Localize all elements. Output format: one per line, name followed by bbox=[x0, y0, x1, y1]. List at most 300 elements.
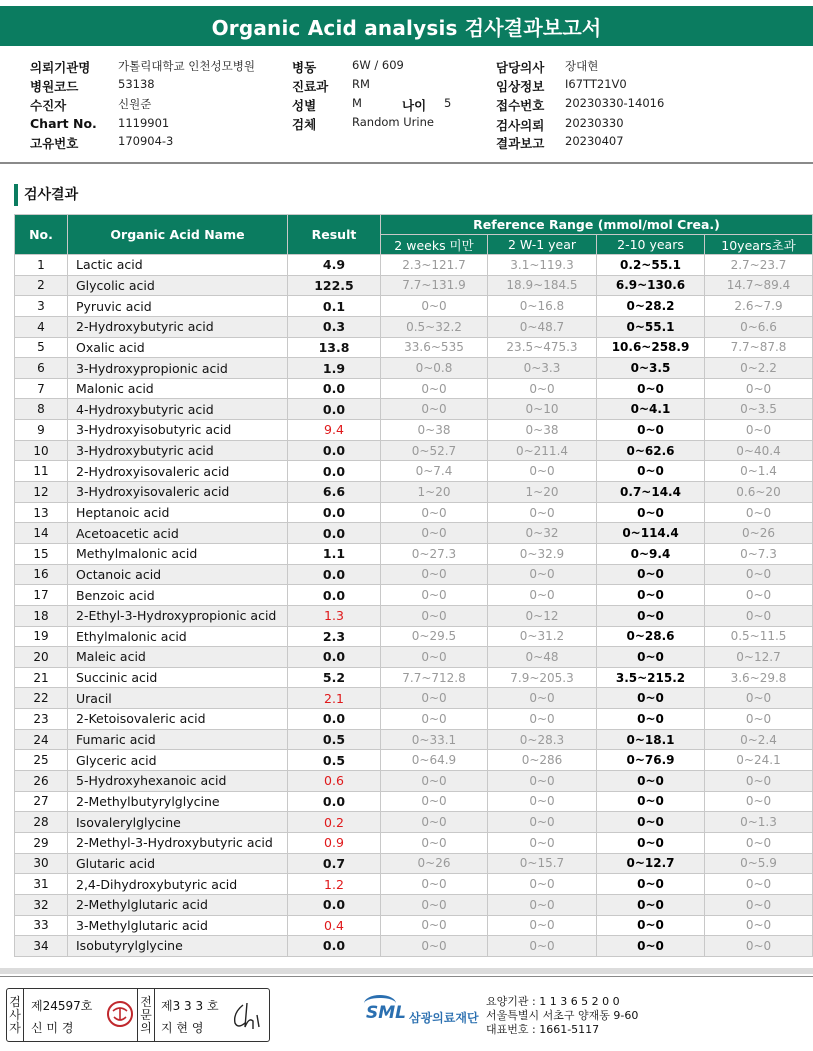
col-header-range-10y-plus: 10years초과 bbox=[705, 235, 813, 255]
table-row bbox=[15, 564, 813, 585]
range-2w-1y: 0~0 bbox=[488, 585, 597, 606]
range-2w-1y: 0~0 bbox=[488, 461, 597, 482]
range-2w-1y: 0~31.2 bbox=[488, 626, 597, 647]
range-2weeks: 0~7.4 bbox=[381, 461, 488, 482]
table-row bbox=[15, 791, 813, 812]
range-2w-1y: 0~0 bbox=[488, 791, 597, 812]
table-row bbox=[15, 482, 813, 503]
table-row bbox=[15, 420, 813, 441]
acid-name: Uracil bbox=[68, 688, 288, 709]
range-2-10y: 0.7~14.4 bbox=[597, 482, 705, 503]
range-2weeks: 0~29.5 bbox=[381, 626, 488, 647]
specialist-signature-icon bbox=[229, 999, 265, 1033]
range-2-10y: 0~0 bbox=[597, 874, 705, 895]
range-2w-1y: 0~12 bbox=[488, 605, 597, 626]
range-2weeks: 0~0 bbox=[381, 523, 488, 544]
range-2weeks: 0~0 bbox=[381, 791, 488, 812]
range-2w-1y: 0~28.3 bbox=[488, 729, 597, 750]
range-2weeks: 0~0.8 bbox=[381, 358, 488, 379]
range-10y-plus: 2.7~23.7 bbox=[705, 255, 813, 276]
result-value: 0.9 bbox=[288, 832, 381, 853]
row-no: 32 bbox=[15, 894, 68, 915]
acid-name: Heptanoic acid bbox=[68, 502, 288, 523]
acid-name: Methylmalonic acid bbox=[68, 543, 288, 564]
row-no: 13 bbox=[15, 502, 68, 523]
range-2weeks: 0~0 bbox=[381, 502, 488, 523]
row-no: 18 bbox=[15, 605, 68, 626]
range-2-10y: 0~55.1 bbox=[597, 316, 705, 337]
clinical-value: I67TT21V0 bbox=[565, 77, 627, 91]
range-2w-1y: 0~32 bbox=[488, 523, 597, 544]
care-number: 요양기관 : 1 1 3 6 5 2 0 0 bbox=[486, 995, 620, 1008]
acid-name: 4-Hydroxybutyric acid bbox=[68, 399, 288, 420]
acid-name: Glycolic acid bbox=[68, 275, 288, 296]
org-name: 삼광의료재단 bbox=[409, 1011, 479, 1025]
result-value: 13.8 bbox=[288, 337, 381, 358]
row-no: 20 bbox=[15, 647, 68, 668]
result-value: 9.4 bbox=[288, 420, 381, 441]
range-2weeks: 2.3~121.7 bbox=[381, 255, 488, 276]
report-title: Organic Acid analysis 검사결과보고서 bbox=[0, 6, 813, 46]
range-2w-1y: 0~10 bbox=[488, 399, 597, 420]
acid-name: Glyceric acid bbox=[68, 750, 288, 771]
row-no: 22 bbox=[15, 688, 68, 709]
signature-box bbox=[6, 988, 270, 1042]
range-10y-plus: 0~6.6 bbox=[705, 316, 813, 337]
table-row bbox=[15, 812, 813, 833]
age-label: 나이 bbox=[402, 98, 427, 113]
row-no: 5 bbox=[15, 337, 68, 358]
acid-name: Pyruvic acid bbox=[68, 296, 288, 317]
range-2w-1y: 0~38 bbox=[488, 420, 597, 441]
acid-name: 2-Hydroxyisovaleric acid bbox=[68, 461, 288, 482]
range-2-10y: 0~0 bbox=[597, 647, 705, 668]
acid-name: 3-Methylglutaric acid bbox=[68, 915, 288, 936]
range-10y-plus: 0~0 bbox=[705, 894, 813, 915]
table-row bbox=[15, 915, 813, 936]
acid-name: Isovalerylglycine bbox=[68, 812, 288, 833]
examiner-label: 검 사 자 bbox=[7, 989, 24, 1041]
doctor-label: 담당의사 bbox=[496, 60, 545, 75]
table-row bbox=[15, 337, 813, 358]
range-2weeks: 0~0 bbox=[381, 874, 488, 895]
table-row bbox=[15, 771, 813, 792]
range-2weeks: 0~52.7 bbox=[381, 440, 488, 461]
org-contact bbox=[486, 995, 638, 1037]
range-10y-plus: 0~1.4 bbox=[705, 461, 813, 482]
range-10y-plus: 0~0 bbox=[705, 874, 813, 895]
range-2-10y: 0~12.7 bbox=[597, 853, 705, 874]
col-header-result: Result bbox=[288, 215, 381, 255]
range-2-10y: 0~0 bbox=[597, 915, 705, 936]
range-2w-1y: 0~48 bbox=[488, 647, 597, 668]
range-2weeks: 0~0 bbox=[381, 812, 488, 833]
acid-name: Ethylmalonic acid bbox=[68, 626, 288, 647]
table-row bbox=[15, 626, 813, 647]
result-value: 1.1 bbox=[288, 543, 381, 564]
range-2-10y: 0~4.1 bbox=[597, 399, 705, 420]
range-2-10y: 0~62.6 bbox=[597, 440, 705, 461]
table-row bbox=[15, 750, 813, 771]
footer-band bbox=[0, 968, 813, 974]
row-no: 23 bbox=[15, 709, 68, 730]
range-2-10y: 6.9~130.6 bbox=[597, 275, 705, 296]
result-value: 0.0 bbox=[288, 936, 381, 957]
acid-name: Benzoic acid bbox=[68, 585, 288, 606]
range-2w-1y: 0~3.3 bbox=[488, 358, 597, 379]
range-10y-plus: 0~0 bbox=[705, 420, 813, 441]
table-row bbox=[15, 502, 813, 523]
result-value: 1.9 bbox=[288, 358, 381, 379]
row-no: 17 bbox=[15, 585, 68, 606]
patient-info bbox=[0, 52, 813, 152]
range-2w-1y: 0~0 bbox=[488, 832, 597, 853]
range-2w-1y: 1~20 bbox=[488, 482, 597, 503]
row-no: 1 bbox=[15, 255, 68, 276]
col-header-name: Organic Acid Name bbox=[68, 215, 288, 255]
range-10y-plus: 0.6~20 bbox=[705, 482, 813, 503]
range-2-10y: 0~0 bbox=[597, 936, 705, 957]
range-10y-plus: 2.6~7.9 bbox=[705, 296, 813, 317]
range-2w-1y: 0~0 bbox=[488, 812, 597, 833]
acid-name: 5-Hydroxyhexanoic acid bbox=[68, 771, 288, 792]
range-2weeks: 0~0 bbox=[381, 296, 488, 317]
range-2-10y: 0~28.2 bbox=[597, 296, 705, 317]
row-no: 33 bbox=[15, 915, 68, 936]
acid-name: 3-Hydroxypropionic acid bbox=[68, 358, 288, 379]
result-value: 1.3 bbox=[288, 605, 381, 626]
range-10y-plus: 0~0 bbox=[705, 915, 813, 936]
specialist-license: 제3 3 3 호 bbox=[161, 999, 219, 1013]
range-2weeks: 0~27.3 bbox=[381, 543, 488, 564]
row-no: 3 bbox=[15, 296, 68, 317]
acid-name: 2-Methylbutyrylglycine bbox=[68, 791, 288, 812]
table-row bbox=[15, 523, 813, 544]
range-2weeks: 0~0 bbox=[381, 832, 488, 853]
range-2weeks: 0~33.1 bbox=[381, 729, 488, 750]
specimen-label: 검체 bbox=[292, 117, 317, 132]
range-2-10y: 0~9.4 bbox=[597, 543, 705, 564]
acid-name: Glutaric acid bbox=[68, 853, 288, 874]
row-no: 25 bbox=[15, 750, 68, 771]
acid-name: Octanoic acid bbox=[68, 564, 288, 585]
range-2weeks: 0~0 bbox=[381, 688, 488, 709]
range-2-10y: 0~0 bbox=[597, 709, 705, 730]
ward-label: 병동 bbox=[292, 60, 317, 75]
range-2w-1y: 0~286 bbox=[488, 750, 597, 771]
row-no: 16 bbox=[15, 564, 68, 585]
range-2weeks: 0~0 bbox=[381, 605, 488, 626]
table-row bbox=[15, 585, 813, 606]
age-value: 5 bbox=[444, 96, 452, 110]
range-2-10y: 10.6~258.9 bbox=[597, 337, 705, 358]
range-2w-1y: 0~48.7 bbox=[488, 316, 597, 337]
result-value: 0.6 bbox=[288, 771, 381, 792]
range-2w-1y: 0~0 bbox=[488, 771, 597, 792]
acid-name: Acetoacetic acid bbox=[68, 523, 288, 544]
result-value: 2.1 bbox=[288, 688, 381, 709]
section-title: 검사결과 bbox=[14, 184, 78, 206]
range-2weeks: 1~20 bbox=[381, 482, 488, 503]
col-header-no: No. bbox=[15, 215, 68, 255]
range-10y-plus: 0~2.4 bbox=[705, 729, 813, 750]
range-2w-1y: 0~0 bbox=[488, 709, 597, 730]
range-10y-plus: 0~0 bbox=[705, 936, 813, 957]
range-2-10y: 0~0 bbox=[597, 378, 705, 399]
col-header-range-2-10y: 2-10 years bbox=[597, 235, 705, 255]
request-label: 검사의뢰 bbox=[496, 118, 545, 133]
ward-value: 6W / 609 bbox=[352, 58, 404, 72]
acid-name: Lactic acid bbox=[68, 255, 288, 276]
result-value: 0.1 bbox=[288, 296, 381, 317]
range-2-10y: 0~18.1 bbox=[597, 729, 705, 750]
col-header-range-2w-1y: 2 W-1 year bbox=[488, 235, 597, 255]
range-10y-plus: 0~24.1 bbox=[705, 750, 813, 771]
range-2w-1y: 3.1~119.3 bbox=[488, 255, 597, 276]
range-2weeks: 0~0 bbox=[381, 771, 488, 792]
range-2weeks: 0~0 bbox=[381, 915, 488, 936]
range-10y-plus: 0~40.4 bbox=[705, 440, 813, 461]
range-2w-1y: 0~0 bbox=[488, 378, 597, 399]
range-10y-plus: 0~5.9 bbox=[705, 853, 813, 874]
range-2weeks: 0~0 bbox=[381, 564, 488, 585]
result-value: 0.4 bbox=[288, 915, 381, 936]
receipt-value: 20230330-14016 bbox=[565, 96, 665, 110]
table-row bbox=[15, 729, 813, 750]
uid-label: 고유번호 bbox=[30, 136, 79, 151]
table-row bbox=[15, 296, 813, 317]
uid-value: 170904-3 bbox=[118, 134, 174, 148]
acid-name: Isobutyrylglycine bbox=[68, 936, 288, 957]
acid-name: 3-Hydroxyisobutyric acid bbox=[68, 420, 288, 441]
range-2weeks: 33.6~535 bbox=[381, 337, 488, 358]
acid-name: Malonic acid bbox=[68, 378, 288, 399]
hospital-label: 의뢰기관명 bbox=[30, 60, 91, 75]
table-row bbox=[15, 874, 813, 895]
range-2weeks: 7.7~131.9 bbox=[381, 275, 488, 296]
range-10y-plus: 7.7~87.8 bbox=[705, 337, 813, 358]
result-value: 0.0 bbox=[288, 564, 381, 585]
table-row bbox=[15, 936, 813, 957]
row-no: 29 bbox=[15, 832, 68, 853]
result-value: 0.0 bbox=[288, 523, 381, 544]
range-2-10y: 0~0 bbox=[597, 688, 705, 709]
range-2weeks: 0~0 bbox=[381, 378, 488, 399]
result-value: 0.0 bbox=[288, 502, 381, 523]
acid-name: 3-Hydroxybutyric acid bbox=[68, 440, 288, 461]
range-2w-1y: 0~16.8 bbox=[488, 296, 597, 317]
row-no: 31 bbox=[15, 874, 68, 895]
range-2w-1y: 0~32.9 bbox=[488, 543, 597, 564]
range-10y-plus: 0~2.2 bbox=[705, 358, 813, 379]
acid-name: 2-Ethyl-3-Hydroxypropionic acid bbox=[68, 605, 288, 626]
range-2w-1y: 0~0 bbox=[488, 874, 597, 895]
result-value: 0.0 bbox=[288, 440, 381, 461]
chart-value: 1119901 bbox=[118, 116, 170, 130]
range-2-10y: 0~28.6 bbox=[597, 626, 705, 647]
dept-label: 진료과 bbox=[292, 79, 329, 94]
examiner-seal-icon bbox=[105, 999, 135, 1029]
range-2-10y: 0~0 bbox=[597, 605, 705, 626]
col-header-range-2weeks: 2 weeks 미만 bbox=[381, 235, 488, 255]
table-row bbox=[15, 709, 813, 730]
row-no: 21 bbox=[15, 667, 68, 688]
row-no: 27 bbox=[15, 791, 68, 812]
result-value: 0.7 bbox=[288, 853, 381, 874]
logo-text: SML bbox=[366, 1003, 406, 1023]
range-2-10y: 0~0 bbox=[597, 791, 705, 812]
row-no: 15 bbox=[15, 543, 68, 564]
result-value: 0.0 bbox=[288, 399, 381, 420]
row-no: 28 bbox=[15, 812, 68, 833]
range-2w-1y: 0~0 bbox=[488, 564, 597, 585]
range-10y-plus: 0~12.7 bbox=[705, 647, 813, 668]
acid-name: Maleic acid bbox=[68, 647, 288, 668]
range-10y-plus: 0~0 bbox=[705, 771, 813, 792]
range-10y-plus: 0~0 bbox=[705, 709, 813, 730]
row-no: 12 bbox=[15, 482, 68, 503]
result-value: 0.0 bbox=[288, 585, 381, 606]
table-row bbox=[15, 255, 813, 276]
specialist-label: 전 문 의 bbox=[137, 989, 155, 1041]
row-no: 9 bbox=[15, 420, 68, 441]
hospital-value: 가톨릭대학교 인천성모병원 bbox=[118, 59, 255, 73]
range-2w-1y: 7.9~205.3 bbox=[488, 667, 597, 688]
range-2weeks: 0~0 bbox=[381, 647, 488, 668]
range-2-10y: 0~0 bbox=[597, 771, 705, 792]
specimen-value: Random Urine bbox=[352, 115, 434, 129]
code-value: 53138 bbox=[118, 77, 155, 91]
result-value: 5.2 bbox=[288, 667, 381, 688]
subject-value: 신원준 bbox=[118, 97, 152, 111]
divider bbox=[0, 162, 813, 164]
result-value: 0.0 bbox=[288, 378, 381, 399]
range-2-10y: 0~0 bbox=[597, 894, 705, 915]
row-no: 30 bbox=[15, 853, 68, 874]
range-2weeks: 0~38 bbox=[381, 420, 488, 441]
range-2-10y: 0~0 bbox=[597, 832, 705, 853]
acid-name: 2-Ketoisovaleric acid bbox=[68, 709, 288, 730]
col-header-reference: Reference Range (mmol/mol Crea.) bbox=[381, 215, 813, 235]
examiner-license: 제24597호 bbox=[31, 999, 93, 1013]
range-2weeks: 0~0 bbox=[381, 894, 488, 915]
report-date-label: 결과보고 bbox=[496, 136, 545, 151]
acid-name: 2,4-Dihydroxybutyric acid bbox=[68, 874, 288, 895]
result-value: 0.3 bbox=[288, 316, 381, 337]
acid-name: 2-Methylglutaric acid bbox=[68, 894, 288, 915]
range-2-10y: 0~3.5 bbox=[597, 358, 705, 379]
range-10y-plus: 3.6~29.8 bbox=[705, 667, 813, 688]
table-row bbox=[15, 358, 813, 379]
result-value: 0.5 bbox=[288, 750, 381, 771]
range-10y-plus: 0.5~11.5 bbox=[705, 626, 813, 647]
table-row bbox=[15, 853, 813, 874]
sex-label: 성별 bbox=[292, 98, 317, 113]
examiner-name: 신 미 경 bbox=[31, 1021, 74, 1035]
table-row bbox=[15, 378, 813, 399]
receipt-label: 접수번호 bbox=[496, 98, 545, 113]
table-row bbox=[15, 894, 813, 915]
sex-value: M bbox=[352, 96, 362, 110]
range-2w-1y: 0~211.4 bbox=[488, 440, 597, 461]
row-no: 11 bbox=[15, 461, 68, 482]
range-10y-plus: 0~0 bbox=[705, 688, 813, 709]
range-10y-plus: 0~0 bbox=[705, 791, 813, 812]
chart-label: Chart No. bbox=[30, 116, 97, 131]
report-date-value: 20230407 bbox=[565, 134, 624, 148]
acid-name: 2-Methyl-3-Hydroxybutyric acid bbox=[68, 832, 288, 853]
row-no: 2 bbox=[15, 275, 68, 296]
subject-label: 수진자 bbox=[30, 98, 67, 113]
result-value: 1.2 bbox=[288, 874, 381, 895]
doctor-value: 장대현 bbox=[565, 59, 599, 73]
range-2-10y: 0~0 bbox=[597, 420, 705, 441]
acid-name: Oxalic acid bbox=[68, 337, 288, 358]
footer-divider bbox=[0, 976, 813, 977]
result-value: 0.0 bbox=[288, 709, 381, 730]
range-2w-1y: 0~0 bbox=[488, 894, 597, 915]
table-row bbox=[15, 688, 813, 709]
acid-name: 2-Hydroxybutyric acid bbox=[68, 316, 288, 337]
result-value: 4.9 bbox=[288, 255, 381, 276]
range-2w-1y: 0~0 bbox=[488, 936, 597, 957]
range-2-10y: 0~0 bbox=[597, 564, 705, 585]
table-row bbox=[15, 316, 813, 337]
range-10y-plus: 0~0 bbox=[705, 605, 813, 626]
range-2-10y: 0~0 bbox=[597, 812, 705, 833]
results-table bbox=[14, 214, 813, 957]
row-no: 8 bbox=[15, 399, 68, 420]
row-no: 34 bbox=[15, 936, 68, 957]
range-10y-plus: 0~0 bbox=[705, 832, 813, 853]
result-value: 6.6 bbox=[288, 482, 381, 503]
row-no: 4 bbox=[15, 316, 68, 337]
range-10y-plus: 0~1.3 bbox=[705, 812, 813, 833]
range-2-10y: 0~0 bbox=[597, 585, 705, 606]
range-2-10y: 0~0 bbox=[597, 502, 705, 523]
range-2w-1y: 18.9~184.5 bbox=[488, 275, 597, 296]
table-row bbox=[15, 399, 813, 420]
table-row bbox=[15, 832, 813, 853]
range-2weeks: 0~0 bbox=[381, 936, 488, 957]
range-2w-1y: 23.5~475.3 bbox=[488, 337, 597, 358]
request-value: 20230330 bbox=[565, 116, 624, 130]
range-10y-plus: 0~0 bbox=[705, 502, 813, 523]
range-10y-plus: 0~7.3 bbox=[705, 543, 813, 564]
table-row bbox=[15, 275, 813, 296]
range-10y-plus: 0~0 bbox=[705, 564, 813, 585]
range-2w-1y: 0~0 bbox=[488, 915, 597, 936]
row-no: 19 bbox=[15, 626, 68, 647]
result-value: 0.5 bbox=[288, 729, 381, 750]
dept-value: RM bbox=[352, 77, 370, 91]
table-row bbox=[15, 667, 813, 688]
row-no: 26 bbox=[15, 771, 68, 792]
range-2weeks: 0~0 bbox=[381, 585, 488, 606]
range-2weeks: 0~0 bbox=[381, 399, 488, 420]
range-2weeks: 0~26 bbox=[381, 853, 488, 874]
acid-name: Succinic acid bbox=[68, 667, 288, 688]
range-2w-1y: 0~0 bbox=[488, 688, 597, 709]
result-value: 0.0 bbox=[288, 647, 381, 668]
range-2weeks: 0~64.9 bbox=[381, 750, 488, 771]
address: 서울특별시 서초구 양재동 9-60 bbox=[486, 1009, 639, 1022]
acid-name: 3-Hydroxyisovaleric acid bbox=[68, 482, 288, 503]
code-label: 병원코드 bbox=[30, 79, 79, 94]
row-no: 14 bbox=[15, 523, 68, 544]
table-row bbox=[15, 440, 813, 461]
result-value: 122.5 bbox=[288, 275, 381, 296]
